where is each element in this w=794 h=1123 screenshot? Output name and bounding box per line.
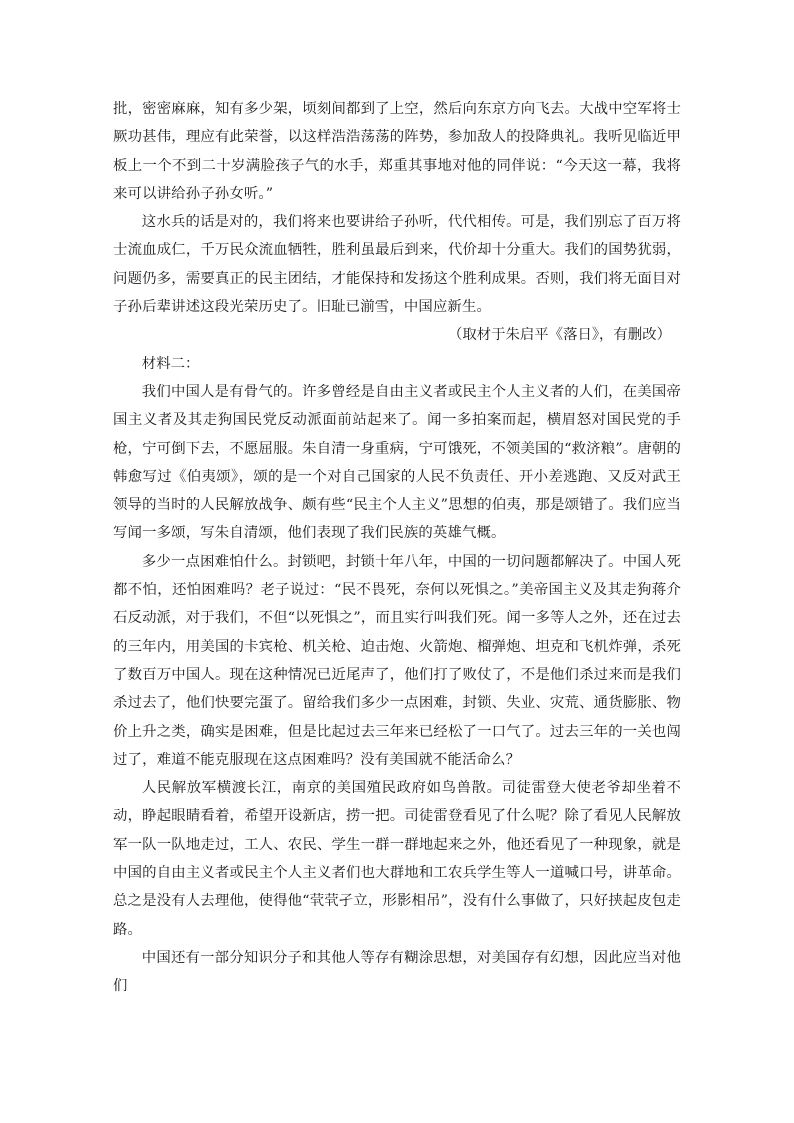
material1-paragraph-2: 这水兵的话是对的，我们将来也要讲给子孙听，代代相传。可是，我们别忘了百万将士流血成仁，千万民众流血牺牲，胜利虽最后到来，代价却十分重大。我们的国势犹弱，问题仍多，需要真正的民主团结，才能保持和发扬这个胜利成果。否则，我们将无面目对子孙后辈讲述这段光荣历史了。旧耻已湔雪，中国应新生。 <box>113 214 681 316</box>
material1-source-citation: （取材于朱启平《落日》，有删改） <box>447 327 671 344</box>
material2-paragraph-2: 多少一点困难怕什么。封锁吧，封锁十年八年，中国的一切问题都解决了。中国人死都不怕，还怕困难吗？老子说过：“民不畏死，奈何以死惧之。”美帝国主义及其走狗蒋介石反动派，对于我们，不但“以死惧之”，而且实行叫我们死。闻一多等人之外，还在过去的三年内，用美国的卡宾枪、机关枪、迫击炮、火箭炮、榴弹炮、坦克和飞机炸弹，杀死了数百万中国人。现在这种情况已近尾声了，他们打了败仗了，不是他们杀过来而是我们杀过去了，他们快要完蛋了。留给我们多少一点困难，封锁、失业、灾荒、通货膨胀、物价上升之类，确实是困难，但是比起过去三年来已经松了一口气了。过去三年的一关也闯过了，难道不能克服现在这点困难吗？没有美国就不能活命么？ <box>113 553 681 768</box>
material2-paragraph-1: 我们中国人是有骨气的。许多曾经是自由主义者或民主个人主义者的人们，在美国帝国主义者及其走狗国民党反动派面前站起来了。闻一多拍案而起，横眉怒对国民党的手枪，宁可倒下去，不愿屈服。朱自清一身重病，宁可饿死，不领美国的“救济粮”。唐朝的韩愈写过《伯夷颂》，颂的是一个对自己国家的人民不负责任、开小差逃跑、又反对武王领导的当时的人民解放战争、颇有些“民主个人主义”思想的伯夷，那是颂错了。我们应当写闻一多颂，写朱自清颂，他们表现了我们民族的英雄气概。 <box>113 383 681 542</box>
material2-paragraph-4: 中国还有一部分知识分子和其他人等存有糊涂思想，对美国存有幻想，因此应当对他们 <box>113 949 681 995</box>
material2-heading: 材料二： <box>141 355 200 372</box>
material1-paragraph-1: 批，密密麻麻，知有多少架，顷刻间都到了上空，然后向东京方向飞去。大战中空军将士厥功甚伟，理应有此荣誉，以这样浩浩荡荡的阵势，参加敌人的投降典礼。我听见临近甲板上一个不到二十岁满脸孩子气的水手，郑重其事地对他的同伴说：“今天这一幕，我将来可以讲给孙子孙女听。” <box>113 101 681 202</box>
document-page <box>113 95 681 1001</box>
material2-paragraph-3: 人民解放军横渡长江，南京的美国殖民政府如鸟兽散。司徒雷登大使老爷却坐着不动，睁起眼睛看着，希望开设新店，捞一把。司徒雷登看见了什么呢？除了看见人民解放军一队一队地走过，工人、农民、学生一群一群地起来之外，他还看见了一种现象，就是中国的自由主义者或民主个人主义者们也大群地和工农兵学生等人一道喊口号，讲革命。总之是没有人去理他，使得他“茕茕孑立，形影相吊”，没有什么事做了，只好挟起皮包走路。 <box>113 780 681 938</box>
